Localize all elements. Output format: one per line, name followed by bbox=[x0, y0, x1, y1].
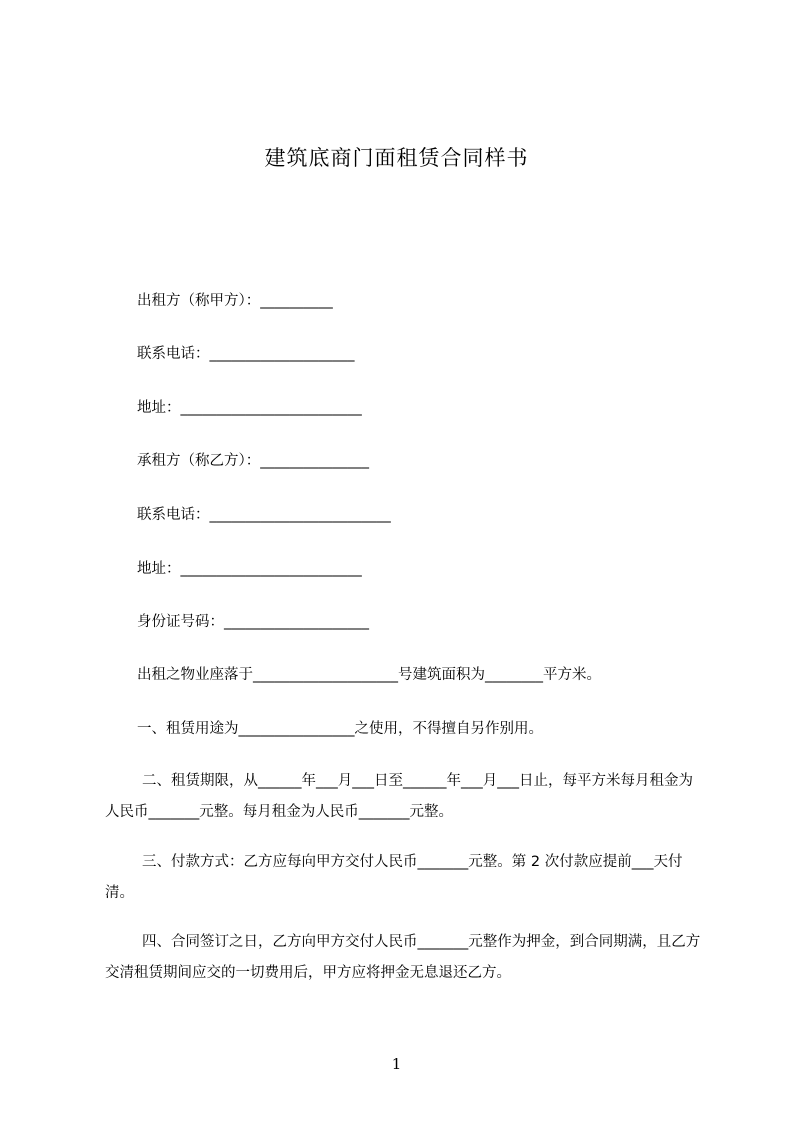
lessor-address-field: 地址：_________________________ bbox=[137, 400, 362, 416]
clause-1: 一、租赁用途为________________之使用，不得擅自另作别用。 bbox=[137, 721, 543, 737]
lessee-field: 承租方（称乙方）：_______________ bbox=[137, 453, 369, 469]
lessee-address-field: 地址：_________________________ bbox=[137, 561, 362, 577]
document-title: 建筑底商门面租赁合同样书 bbox=[264, 146, 529, 170]
page-number: 1 bbox=[391, 1055, 402, 1073]
property-location-line: 出租之物业座落于____________________号建筑面积为________平方米。 bbox=[137, 667, 601, 683]
clause-2: 二、租赁期限，从______年___月___日至______年___月___日止，每平方米每月租金为人民币_______元整。每月租金为人民币_______元整。 bbox=[105, 773, 693, 820]
lessee-phone-field: 联系电话：_________________________ bbox=[137, 507, 391, 523]
lessor-phone-field: 联系电话：____________________ bbox=[137, 346, 355, 362]
clause-3: 三、付款方式：乙方应每向甲方交付人民币_______元整。第 2 次付款应提前___天付清。 bbox=[105, 854, 683, 901]
id-number-field: 身份证号码：____________________ bbox=[137, 614, 369, 630]
clause-4: 四、合同签订之日，乙方向甲方交付人民币_______元整作为押金，到合同期满，且乙方交清租赁期间应交的一切费用后，甲方应将押金无息退还乙方。 bbox=[105, 934, 701, 981]
lessor-field: 出租方（称甲方）：__________ bbox=[137, 293, 333, 309]
